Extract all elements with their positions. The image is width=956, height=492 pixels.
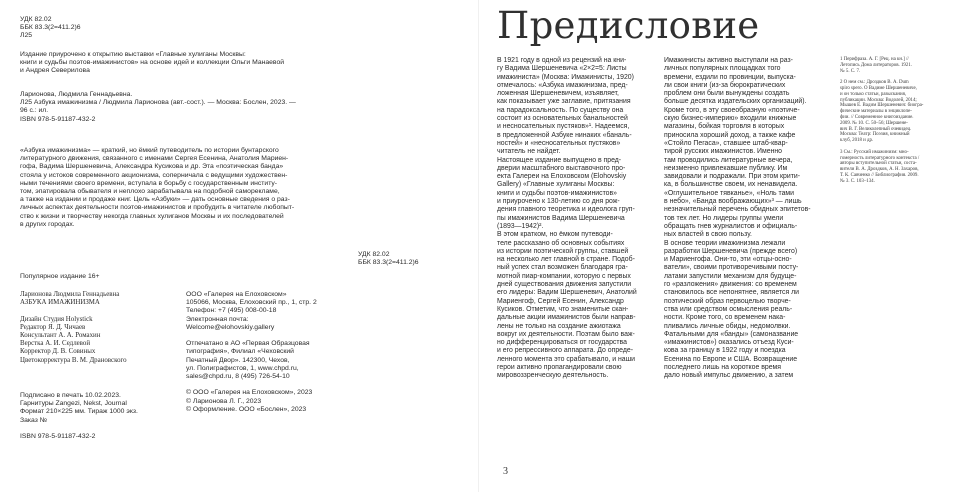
footnote-line: гомерность литературного контекста /	[840, 155, 920, 161]
body-text-line: вокруг их деятельности. Поэтам было важ-	[497, 330, 635, 338]
print-specs	[20, 392, 138, 441]
body-text-line: на парадоксальность. По существу она	[497, 106, 624, 114]
publisher-line: Печатный Двор». 142300, Чехов,	[186, 356, 290, 364]
publisher-line: ООО «Галерея на Елоховском»	[186, 291, 287, 298]
body-text-line: из истории поэтической группы, ставшей	[497, 247, 629, 255]
publisher-line: типография», Филиал «Чеховский	[186, 348, 294, 356]
footnote-line: фии. // Современное книгоиздание.	[840, 114, 914, 120]
classification-line: УДК 82.02	[358, 251, 390, 258]
footnote-line: Летопись Дома литераторов. 1921.	[840, 62, 912, 68]
classification-line: Л25	[20, 32, 33, 40]
body-text-line: времени, ездили по провинции, выпуска-	[664, 73, 796, 81]
footnote-line: 2009. № 10. С. 50–56; Шершене-	[840, 120, 908, 126]
body-text-line: отмечалось: «Азбука имажинизма, пред-	[497, 81, 628, 89]
body-text-line: В основе теории имажинизма лежали	[664, 239, 786, 247]
body-text-line: состоит из основательных банальностей	[497, 115, 628, 123]
body-text-line: дальные акции имажинистов были направ-	[497, 314, 636, 322]
credits-line: Дизайн Студия Holystick	[20, 315, 93, 323]
footnote-line: 2 О нем см.: Дроздков В. А. Dum	[840, 80, 909, 86]
publisher-line: © Оформление. ООО «Бослен», 2023	[186, 405, 307, 413]
annotation-line: литературного движения, связанного с именами Сергея Есенина, Анатолия Мариен-	[20, 155, 289, 163]
body-text-line: лены не только на создание ажиотажа	[497, 322, 621, 330]
page-gutter	[478, 0, 479, 492]
edition-note-line: книги и судьбы поэтов-имажинистов» на основе идей и коллекции Ольги Манаевой	[20, 59, 285, 67]
body-text-line: тирой русских имажинистов. Именно	[664, 148, 783, 156]
credits-block	[20, 291, 127, 365]
annotation-line: стояла у истоков современного акционизма, соперничала с ведущими художествен-	[20, 171, 288, 179]
credits-line: АЗБУКА ИМАЖИНИЗМА	[20, 299, 100, 307]
body-text-line: магазины, бойкая торговля в которых	[664, 123, 785, 131]
footnote-line: Т. К. Савченко // Библиография. 2009.	[840, 172, 919, 178]
body-text-line: латами запустили механизм для будуще-	[664, 272, 797, 280]
body-text-line: и Мариенгофа. Они-то, эти «отцы-осно-	[664, 256, 792, 264]
body-text-line: личных популярных площадках того	[664, 65, 781, 73]
body-text-line: и несносательных пустяков»¹. Надеемся,	[497, 123, 630, 131]
publisher-line: ул. Полиграфистов, 1, www.chpd.ru,	[186, 364, 299, 372]
footnote-line: и он только статьи, разыскания,	[840, 91, 907, 97]
body-text-line: и его репрессивного аппарата. До опреде-	[497, 347, 634, 355]
print-spec-line: ISBN 978-5-91187-432-2	[20, 433, 96, 441]
body-text-line: но дифференцироваться от государства	[497, 339, 627, 347]
body-text-line: читатель не найдет.	[497, 148, 561, 156]
publisher-line: Телефон: +7 (495) 008-00-18	[186, 307, 277, 315]
body-text-line: ных властей в свою пользу.	[664, 231, 752, 239]
publisher-line	[186, 332, 317, 340]
body-text-line: Кроме того, в эту своеобразную «поэтиче-	[664, 106, 800, 114]
body-text-line: книги и судьбы поэтов-имажинистов»	[497, 189, 617, 197]
footnote-line: авторы вступительной статьи, соста-	[840, 161, 917, 167]
classification-line: УДК 82.02	[20, 16, 52, 23]
text-column-1	[497, 57, 637, 381]
footnote-line: spiro spero. О Вадиме Шершеневиче,	[840, 85, 917, 91]
body-text-line: ностей» и «несносательных пустяков»	[497, 139, 621, 147]
body-text-line: имажиниста» (Москва: Имажинисты, 1920)	[497, 73, 634, 81]
credits-line	[20, 307, 127, 315]
body-text-line: «Оглушительное тявканье», «Ноль тами	[664, 189, 795, 197]
footnote-line: фические материалы в энциклопе-	[840, 109, 912, 115]
classification-line: ББК 83.3(2=411.2)6	[358, 259, 419, 267]
footnote-line: Мышев Е. Вадим Шершеневич: биогра-	[840, 103, 924, 109]
body-text-line: дения главного теоретика и идеолога груп-	[497, 206, 635, 214]
footnote-line: № 3. С. 103–134.	[840, 178, 875, 184]
body-text-line: Имажинисты активно выступали на раз-	[664, 57, 793, 64]
body-text-line: ный успех стал возможен благодаря гра-	[497, 264, 628, 272]
body-text-line: Кусиков. Отметим, что знаменитые скан-	[497, 305, 629, 313]
body-text-line: как показывает уже заглавие, притязания	[497, 98, 631, 106]
footnote-line: 3 См.: Русский имажинизм: мно-	[840, 149, 909, 155]
print-spec-line	[20, 425, 138, 433]
body-text-line: В этом кратком, но ёмком путеводи-	[497, 231, 613, 239]
body-text-line: приносила хороший доход, а также кафе	[664, 131, 796, 139]
body-text-line: Настоящее издание выпущено в пред-	[497, 156, 622, 164]
body-text-line: последнего лишь на короткое время	[664, 363, 781, 371]
footnote-line: 1 Перифраза. А. Г. [Рец. на кн.] //	[840, 57, 909, 62]
classification-block	[20, 16, 81, 41]
text-column-2	[664, 57, 811, 381]
body-text-line: проблем они были вынуждены создать	[664, 90, 790, 98]
edition-note	[20, 51, 284, 76]
body-text-line: тов тех лет. Но лидеры группы умели	[664, 214, 784, 222]
body-text-line: Фатальными для «банды» (самоназвание	[664, 330, 799, 338]
footnote-line: Москва: Театр: Поэзия, книжный	[840, 132, 910, 138]
print-spec-line: Формат 210×225 мм. Тираж 1000 экз.	[20, 408, 138, 416]
body-text-line: (1893—1942)².	[497, 222, 544, 230]
annotation-line: том, эпатировала обывателя и неплохо зарабатывала на подобной саморекламе,	[20, 188, 280, 196]
body-text-line: Gallery) «Главные хулиганы Москвы:	[497, 181, 615, 189]
body-text-line: и приурочено к 130-летию со дня рож-	[497, 198, 620, 206]
print-spec-line: Подписано в печать 10.02.2023.	[20, 392, 121, 399]
body-text-line: дней существования движения запустили	[497, 281, 632, 289]
annotation-line: ными течениями своего времени, вступала в борьбу с государственным институ-	[20, 179, 278, 187]
age-rating-note: Популярное издание 16+	[20, 273, 100, 280]
print-spec-line: Заказ №	[20, 416, 48, 424]
body-text-line: мировоззренческую деятельность.	[497, 372, 609, 380]
body-text-line: пы имажинистов Вадима Шершеневича	[497, 214, 625, 222]
biblio-line: Л25 Азбука имажинизма / Людмила Ларионова (авт.-сост.). — Москва: Бослен, 2023. —	[20, 99, 296, 107]
body-text-line: мотной пиар-компании, которую с первых	[497, 272, 631, 280]
body-text-line: го «разложения» движения: со временем	[664, 281, 797, 289]
publisher-line: © ООО «Галерея на Елоховском», 2023	[186, 389, 313, 397]
credits-line: Ларионова Людмила Геннадьевна	[20, 291, 120, 298]
edition-note-line: и Андрея Севериловa	[20, 67, 90, 75]
classification-repeat	[358, 251, 419, 267]
body-text-line: завидовали и подражали. При этом крити-	[664, 173, 801, 181]
body-text-line: герои активно пропагандировали свою	[497, 363, 622, 371]
body-text-line: екта Галереи на Елоховском (Elohovskiy	[497, 173, 627, 181]
credits-line: Корректор Д. В. Совиных	[20, 348, 96, 356]
body-text-line: поэтический образ первоцелью творче-	[664, 297, 791, 305]
annotation	[20, 147, 294, 229]
footnotes	[840, 57, 923, 185]
footnote-line: вич В. Г. Великолепный очевидец.	[840, 126, 912, 132]
body-text-line: на несколько лет главной в стране. Подоб-	[497, 256, 635, 264]
print-spec-line: Гарнитуры Zangezi, Nekst, Journal	[20, 400, 127, 408]
body-text-line: ложенная Шершеневичем, изъявляет,	[497, 90, 619, 98]
body-text-line: ства или средством осмысления реаль-	[664, 305, 793, 313]
publisher-line: © Ларионова Л. Г., 2023	[186, 397, 262, 405]
body-text-line: ленного момента это срабатывало, и наши	[497, 355, 636, 363]
body-text-line: кова за границу в 1922 году и поездка	[664, 347, 786, 355]
body-text-line: В 1921 году в одной из рецензий на кни-	[497, 57, 627, 64]
body-text-line: дало новый импульс движению, а затем	[664, 372, 794, 380]
body-text-line: незначительный перечень обидных эпитетов-	[664, 206, 811, 214]
biblio-line: ISBN 978-5-91187-432-2	[20, 115, 96, 123]
credits-line: Консультант А. А. Ромахин	[20, 332, 101, 340]
body-text-line: в небо», «Банда воображающих»³ — лишь	[664, 198, 802, 206]
annotation-line: а также на издании и продаже книг. Цель «Азбуки» — дать основные сведения о раз-	[20, 196, 290, 204]
annotation-line: в других городах.	[20, 220, 75, 228]
body-text-line: неизменно привлекавшие публику. Им	[664, 164, 788, 172]
body-text-line: ности. Кроме того, со временем нака-	[664, 314, 786, 322]
body-text-line: «Стойло Пегаса», ставшее штаб-квар-	[664, 139, 788, 147]
body-text-line: становилось все непонятнее, является ли	[664, 289, 799, 297]
body-text-line: в предложенной Азбуке нинаких «баналь-	[497, 131, 632, 139]
annotation-line: личных аспектах деятельности поэтов-имажинистов и пробудить в читателе любопыт-	[20, 204, 295, 212]
footnote-line: клуб, 2018 и др.	[840, 138, 874, 144]
body-text-line: там проводились литературные вечера,	[664, 156, 793, 164]
body-text-line: дверии масштабного выставочного про-	[497, 164, 626, 172]
body-text-line: ка, в большинстве своем, их ненавидела.	[664, 181, 798, 189]
annotation-line: ство к жизни и творчеству некогда главных хулиганов Москвы и их последователей	[20, 212, 284, 220]
body-text-line: больше десятка издательских организаций).	[664, 98, 807, 106]
body-text-line: теле рассказано об основных событиях	[497, 239, 625, 247]
body-text-line: его лидеры: Вадим Шершеневич, Анатолий	[497, 289, 637, 297]
footnote-line: № 5. С. 7.	[840, 68, 861, 74]
page-number: 3	[503, 466, 508, 477]
publisher-line: Отпечатано в АО «Первая Образцовая	[186, 340, 310, 348]
publisher-block	[186, 291, 317, 414]
footnote-line: публикации. Москва: Водолей, 2014;	[840, 97, 917, 103]
biblio-line: Ларионова, Людмила Геннадьевна.	[20, 91, 133, 98]
publisher-line: Электронная почта:	[186, 315, 249, 323]
biblio-line: 96 с.: ил.	[20, 107, 49, 115]
body-text-line: «имажинистов») оказались отъезд Куси-	[664, 339, 794, 347]
publisher-line: Welcome@elohovskiy.gallery	[186, 323, 275, 331]
body-text-line: Есенина по Европе и США. Возвращение	[664, 355, 798, 363]
body-text-line: ли свои книги (из-за бюрократических	[664, 81, 786, 89]
body-text-line: ватели», своими противоречивыми посту-	[664, 264, 799, 272]
bibliographic-record	[20, 91, 296, 124]
classification-line: ББК 83.3(2=411.2)6	[20, 24, 81, 32]
annotation-line: «Азбука имажинизма» — краткий, но ёмкий путеводитель по истории бунтарского	[20, 147, 279, 154]
credits-line: Верстка А. И. Седлевой	[20, 340, 91, 348]
body-text-line: пливались личные обиды, недомолвки.	[664, 322, 791, 330]
body-text-line: Мариенгоф, Сергей Есенин, Александр	[497, 297, 624, 305]
publisher-line: 105066, Москва, Елоховский пр., 1, стр. 2	[186, 299, 317, 307]
footnote-line: вители В. А. Дроздков, А. Н. Захаров,	[840, 167, 919, 173]
edition-note-line: Издание приурочено к открытию выставки «Главные хулиганы Москвы:	[20, 51, 246, 58]
credits-line: Цветокорректура В. М. Драновского	[20, 356, 127, 364]
publisher-line: sales@chpd.ru, 8 (495) 726-54-10	[186, 373, 290, 381]
body-text-line: обращать гнев журналистов и официаль-	[664, 222, 798, 230]
annotation-line: гофа, Вадима Шершеневича, Александра Кусикова и др. Эта «поэтическая банда»	[20, 163, 284, 171]
body-text-line: разработки Шершеневича (прежде всего)	[664, 247, 798, 255]
body-text-line: скую бизнес-империю» входили книжные	[664, 115, 797, 123]
credits-line: Редактор Я. Д. Чичаев	[20, 323, 86, 331]
body-text-line: гу Вадима Шершеневича «2×2=5: Листы	[497, 65, 627, 73]
page-title: Предисловие	[497, 4, 760, 47]
